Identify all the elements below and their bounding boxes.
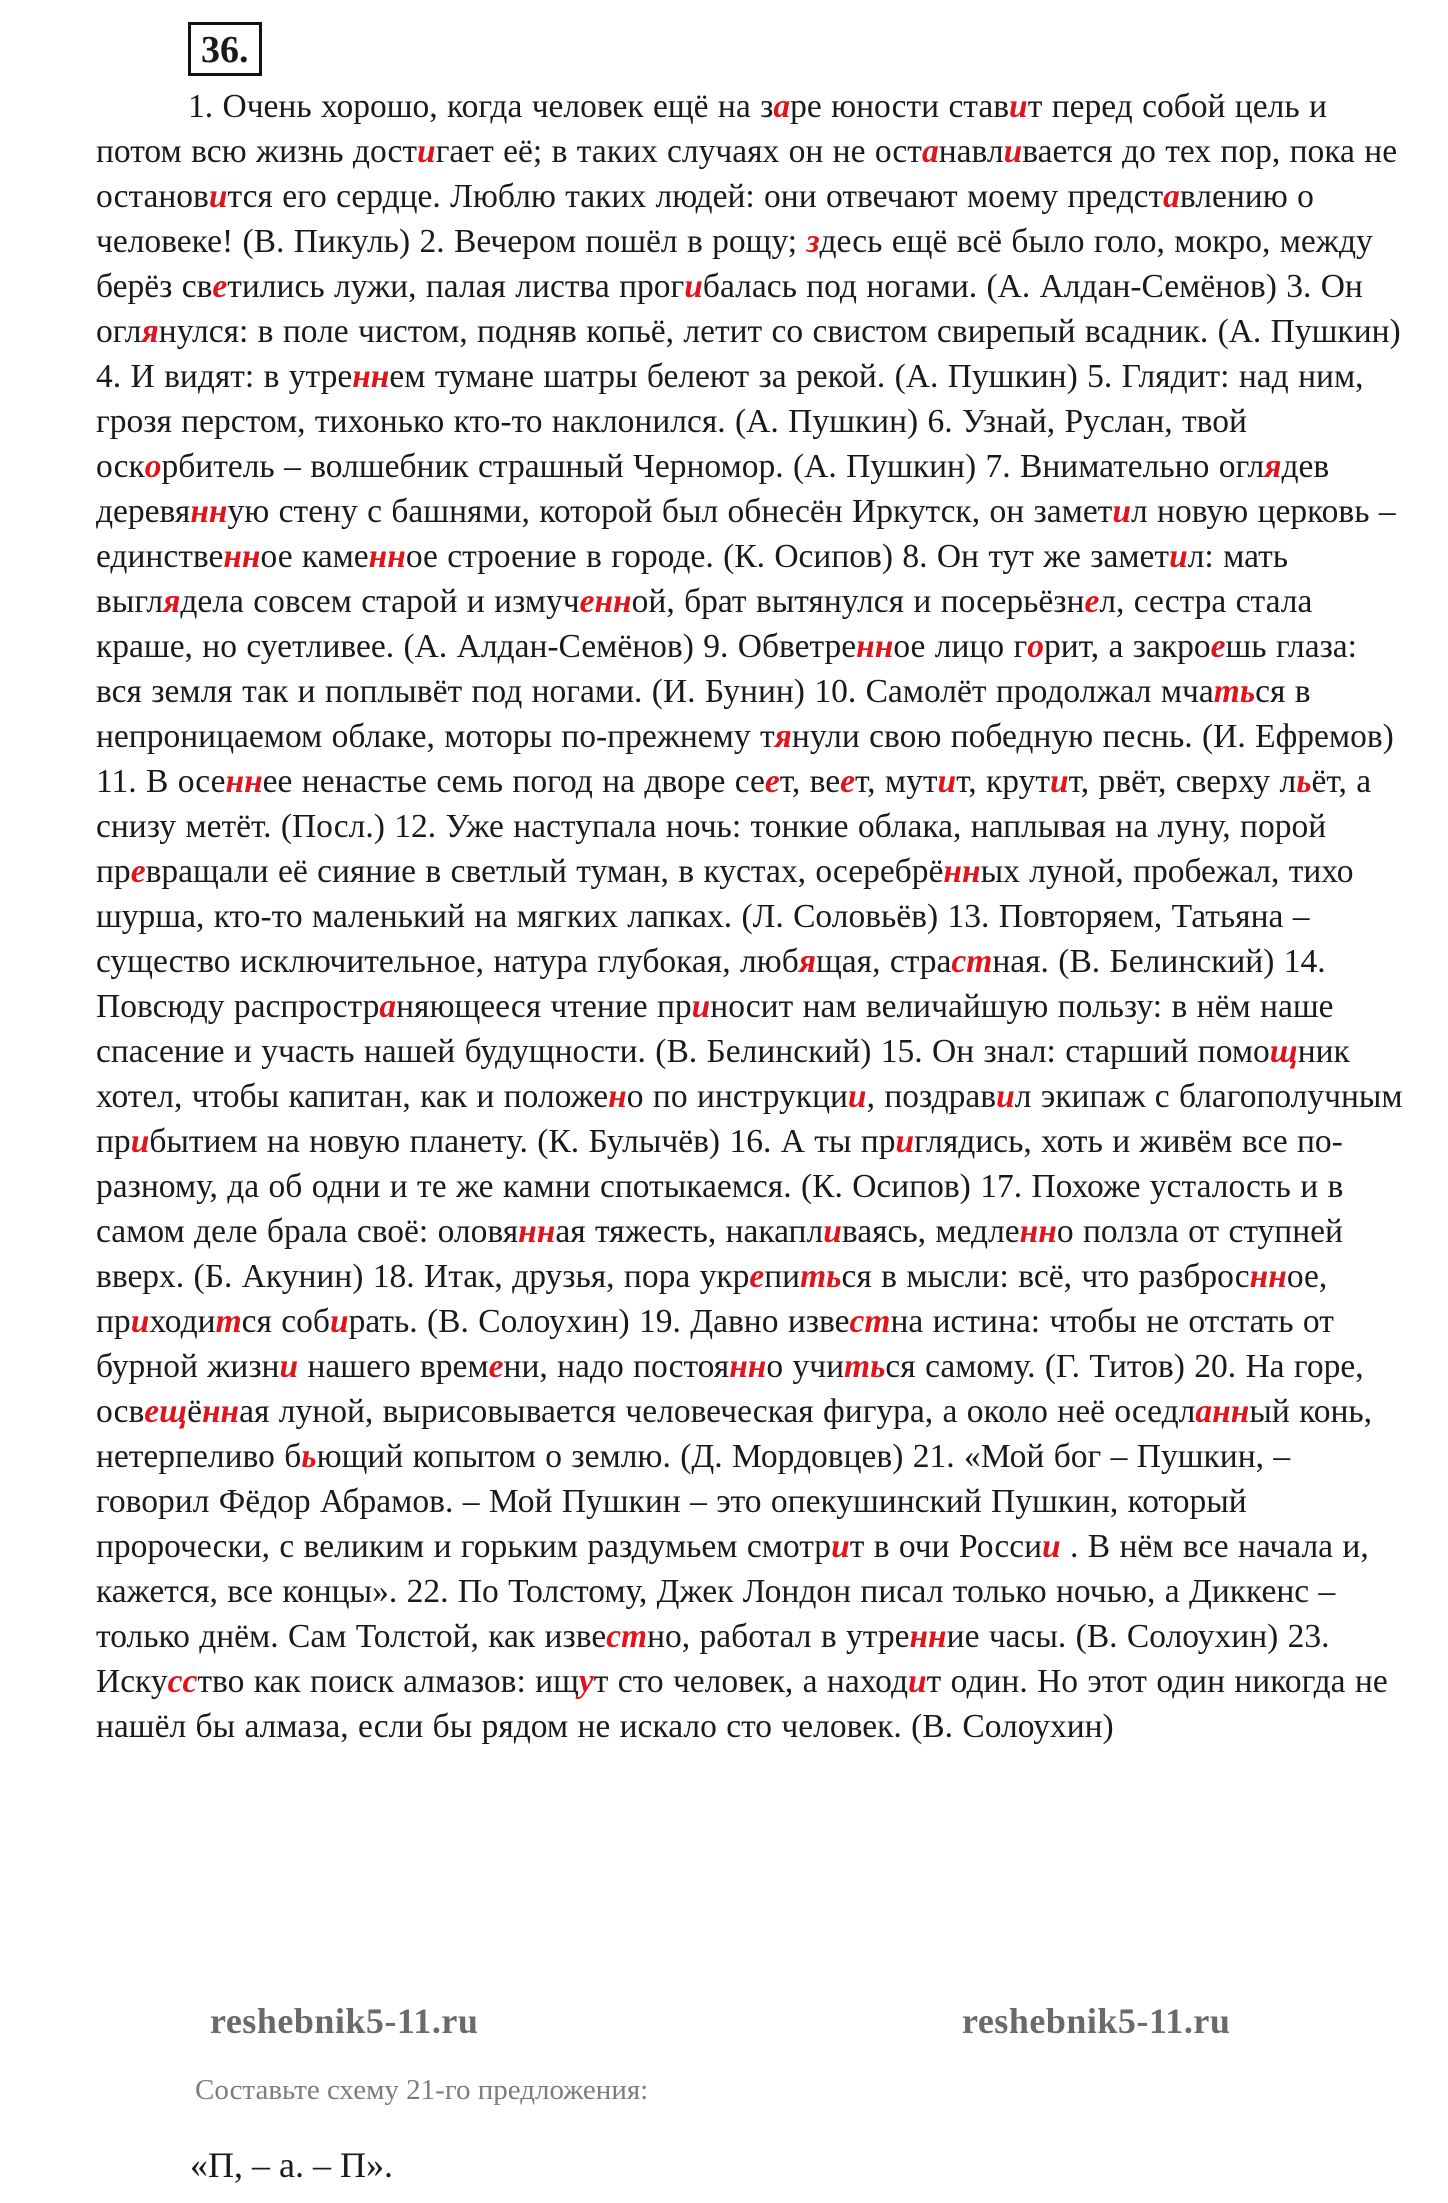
text-segment: т один. Но этот один никогда не нашёл бы алмаза, если бы рядом не искало сто человек. (В. Солоухин): [96, 1663, 1388, 1745]
inserted-letter: и: [847, 1078, 867, 1115]
text-segment: ое, пр: [96, 1258, 1328, 1340]
text-segment: носит нам величайшую пользу: в нём наше спасение и участь нашей будущности. (В. Белинский) 15. Он знал: старший помо: [96, 988, 1334, 1070]
inserted-letter: ь: [1296, 763, 1312, 800]
inserted-letter: и: [329, 1303, 349, 1340]
footer-watermark-right: reshebnik5-11.ru: [962, 2001, 1231, 2041]
inserted-letter: нн: [909, 1618, 947, 1655]
inserted-letter: и: [684, 268, 703, 305]
text-segment: ная. (В. Белинский) 14. Повсюду распростр: [96, 943, 1326, 1025]
inserted-letter: а: [1163, 178, 1180, 215]
text-segment: ое лицо г: [893, 628, 1028, 665]
inserted-letter: нн: [943, 853, 981, 890]
task-prompt: Составьте схему 21-го предложения:: [195, 2074, 649, 2106]
text-segment: л новую церковь – единстве: [96, 493, 1396, 575]
inserted-letter: т: [215, 1303, 242, 1340]
text-segment: ся в непроницаемом облаке, моторы по-прежнему т: [96, 673, 1311, 755]
text-segment: шь глаза: вся земля так и поплывёт под ногами. (И. Бунин) 10. Самолёт продолжал мча: [96, 628, 1357, 710]
inserted-letter: нн: [856, 628, 894, 665]
inserted-letter: а: [921, 133, 939, 170]
text-segment: тились лужи, палая листва прог: [227, 268, 685, 305]
inserted-letter: нн: [225, 763, 263, 800]
inserted-letter: о: [1027, 628, 1044, 665]
inserted-letter: и: [1049, 763, 1069, 800]
text-segment: ая луной, вырисовывается человеческая фигура, а около неё оседл: [239, 1393, 1196, 1430]
text-segment: ся самому. (Г. Титов) 20. На горе, осв: [96, 1348, 1364, 1430]
text-segment: т, мут: [855, 763, 938, 800]
text-segment: навл: [938, 133, 1004, 170]
inserted-letter: и: [417, 133, 436, 170]
text-segment: т в очи Росси: [849, 1528, 1042, 1565]
inserted-letter: ть: [1213, 673, 1256, 710]
inserted-letter: и: [1169, 538, 1188, 575]
task-answer: «П, – а. – П».: [190, 2145, 393, 2185]
text-segment: о ползла от ступней вверх. (Б. Акунин) 18. Итак, друзья, пора укр: [96, 1213, 1343, 1295]
text-segment: но, работал в утре: [647, 1618, 910, 1655]
task-number-box: 36.: [188, 22, 262, 76]
document-page: [96, 22, 1406, 1749]
text-segment: вращали её сияние в светлый туман, в кустах, осеребрё: [145, 853, 944, 890]
inserted-letter: и: [908, 1663, 927, 1700]
inserted-letter: и: [1009, 88, 1028, 125]
inserted-letter: и: [1042, 1528, 1061, 1565]
inserted-letter: ть: [800, 1258, 842, 1295]
inserted-letter: нн: [1249, 1258, 1287, 1295]
inserted-letter: нн: [729, 1348, 767, 1385]
inserted-letter: нн: [223, 538, 261, 575]
text-segment: ем тумане шатры белеют за рекой. (А. Пушкин) 5. Глядит: над ним, грозя перстом, тихонько кто-то наклонился. (А. Пушкин) 6. Узнай, Руслан, твой оск: [96, 358, 1364, 485]
inserted-letter: я: [1264, 448, 1282, 485]
footer-watermark-left: reshebnik5-11.ru: [210, 2001, 479, 2041]
inserted-letter: ть: [844, 1348, 886, 1385]
inserted-letter: я: [774, 718, 792, 755]
text-segment: т перед собой цель и потом всю жизнь дост: [96, 88, 1327, 170]
inserted-letter: и: [1112, 493, 1131, 530]
text-segment: ое строение в городе. (К. Осипов) 8. Он тут же замет: [405, 538, 1170, 575]
text-segment: бытием на новую планету. (К. Булычёв) 16. А ты пр: [149, 1123, 896, 1160]
inserted-letter: нн: [201, 1393, 240, 1430]
text-segment: ходи: [149, 1303, 216, 1340]
inserted-letter: и: [895, 1123, 915, 1160]
inserted-letter: я: [141, 313, 159, 350]
inserted-letter: енн: [579, 583, 632, 620]
inserted-letter: е: [840, 763, 856, 800]
text-segment: т, рвёт, сверху л: [1068, 763, 1297, 800]
inserted-letter: нн: [368, 538, 406, 575]
text-segment: л экипаж с благополучным пр: [96, 1078, 1403, 1160]
text-segment: ё: [187, 1393, 202, 1430]
text-segment: глядись, хоть и живём все по-разному, да об одни и те же камни спотыкаемся. (К. Осипов) 17. Похоже усталость и в самом деле брала своё: оловя: [96, 1123, 1344, 1250]
text-segment: т, ве: [779, 763, 841, 800]
text-segment: , поздрав: [866, 1078, 997, 1115]
inserted-letter: у: [578, 1663, 594, 1700]
text-segment: десь ещё всё было голо, мокро, между берёз св: [96, 223, 1373, 305]
inserted-letter: е: [764, 763, 780, 800]
inserted-letter: анн: [1195, 1393, 1250, 1430]
text-segment: т сто человек, а наход: [593, 1663, 909, 1700]
exercise-text: [96, 84, 1406, 1749]
inserted-letter: н: [608, 1078, 627, 1115]
text-segment: ваясь, медле: [841, 1213, 1020, 1250]
inserted-letter: а: [379, 988, 397, 1025]
inserted-letter: сс: [167, 1663, 198, 1700]
text-segment: . В нём все начала и, кажется, все концы». 22. По Толстому, Джек Лондон писал только ночью, а Диккенс – только днём. Сам Толстой, как изве: [96, 1528, 1369, 1655]
text-segment: ник хотел, чтобы капитан, как и положе: [96, 1033, 1350, 1115]
inserted-letter: и: [691, 988, 711, 1025]
inserted-letter: и: [937, 763, 957, 800]
inserted-letter: з: [806, 223, 820, 260]
text-segment: ие часы. (В. Солоухин) 23. Иску: [96, 1618, 1330, 1700]
text-segment: тво как поиск алмазов: ищ: [197, 1663, 579, 1700]
inserted-letter: нн: [1019, 1213, 1057, 1250]
text-segment: о учи: [766, 1348, 845, 1385]
text-segment: рит, а закро: [1043, 628, 1211, 665]
text-segment: ый конь, нетерпеливо б: [96, 1393, 1373, 1475]
text-segment: ая тяжесть, накапл: [555, 1213, 824, 1250]
inserted-letter: е: [1084, 583, 1100, 620]
text-segment: вается до тех пор, пока не останов: [96, 133, 1398, 215]
text-segment: ее ненастье семь погод на дворе се: [262, 763, 765, 800]
inserted-letter: нн: [518, 1213, 556, 1250]
inserted-letter: я: [798, 943, 817, 980]
text-segment: нули свою победную песнь. (И. Ефремов) 11. В осе: [96, 718, 1394, 800]
text-segment: ся соб: [241, 1303, 330, 1340]
text-segment: щая, стра: [816, 943, 952, 980]
inserted-letter: е: [130, 853, 146, 890]
text-segment: рбитель – волшебник страшный Черномор. (А. Пушкин) 7. Внимательно огл: [161, 448, 1265, 485]
text-segment: ой, брат вытянулся и посерьёзн: [631, 583, 1085, 620]
inserted-letter: и: [1003, 133, 1023, 170]
text-segment: о по инструкци: [626, 1078, 848, 1115]
inserted-letter: и: [130, 1303, 150, 1340]
inserted-letter: о: [144, 448, 162, 485]
text-segment: ёт, а снизу метёт. (Посл.) 12. Уже наступала ночь: тонкие облака, наплывая на луну, порой пр: [96, 763, 1372, 890]
text-segment: пи: [764, 1258, 801, 1295]
text-segment: ое каме: [260, 538, 369, 575]
inserted-letter: нн: [352, 358, 390, 395]
inserted-letter: е: [1210, 628, 1226, 665]
inserted-letter: и: [831, 1528, 850, 1565]
inserted-letter: а: [773, 88, 791, 125]
text-segment: 1. Очень хорошо, когда человек ещё на з: [188, 88, 774, 125]
text-segment: л, сестра стала краше, но суетливее. (А. Алдан-Семёнов) 9. Обветре: [96, 583, 1313, 665]
inserted-letter: щ: [1269, 1033, 1298, 1070]
inserted-letter: и: [279, 1348, 299, 1385]
text-segment: ую стену с башнями, которой был обнесён Иркутск, он замет: [227, 493, 1113, 530]
inserted-letter: и: [208, 178, 228, 215]
text-segment: дев деревя: [96, 448, 1330, 530]
text-segment: т, крут: [956, 763, 1050, 800]
inserted-letter: нн: [190, 493, 228, 530]
text-segment: гает её; в таких случаях он не ост: [435, 133, 922, 170]
text-segment: л: мать выгл: [96, 538, 1289, 620]
text-segment: балась под ногами. (А. Алдан-Семёнов) 3. Он огл: [96, 268, 1363, 350]
text-segment: нашего врем: [298, 1348, 489, 1385]
text-segment: ни, надо постоя: [503, 1348, 730, 1385]
inserted-letter: и: [130, 1123, 150, 1160]
text-segment: рать. (В. Солоухин) 19. Давно изве: [348, 1303, 850, 1340]
text-segment: влению о человеке! (В. Пикуль) 2. Вечером пошёл в рощу;: [96, 178, 1314, 260]
text-segment: няющееся чтение пр: [396, 988, 692, 1025]
inserted-letter: е: [749, 1258, 765, 1295]
text-segment: ре юности став: [790, 88, 1010, 125]
text-segment: ющий копытом о землю. (Д. Мордовцев) 21. «Мой бог – Пушкин, – говорил Фёдор Абрамов. – Мой Пушкин – это опекушинский Пушкин, который пророчески, с великим и горьким раздумьем смотр: [96, 1438, 1291, 1565]
inserted-letter: ст: [849, 1303, 891, 1340]
text-segment: тся его сердце. Люблю таких людей: они отвечают моему предст: [227, 178, 1164, 215]
text-segment: дела совсем старой и измуч: [180, 583, 580, 620]
text-segment: ся в мысли: всё, что разброс: [841, 1258, 1250, 1295]
inserted-letter: ь: [301, 1438, 317, 1475]
inserted-letter: е: [212, 268, 228, 305]
inserted-letter: и: [823, 1213, 842, 1250]
inserted-letter: ст: [606, 1618, 648, 1655]
inserted-letter: я: [163, 583, 181, 620]
text-segment: ых луной, пробежал, тихо шурша, кто-то маленький на мягких лапках. (Л. Соловьёв) 13. Повторяем, Татьяна – существо исключительное, натура глубокая, люб: [96, 853, 1354, 980]
inserted-letter: и: [996, 1078, 1015, 1115]
text-segment: нулся: в поле чистом, подняв копьё, летит со свистом свирепый всадник. (А. Пушкин) 4. И видят: в утре: [96, 313, 1401, 395]
text-segment: на истина: чтобы не отстать от бурной жизн: [96, 1303, 1334, 1385]
inserted-letter: е: [488, 1348, 504, 1385]
inserted-letter: ст: [951, 943, 993, 980]
inserted-letter: ещ: [144, 1393, 188, 1430]
